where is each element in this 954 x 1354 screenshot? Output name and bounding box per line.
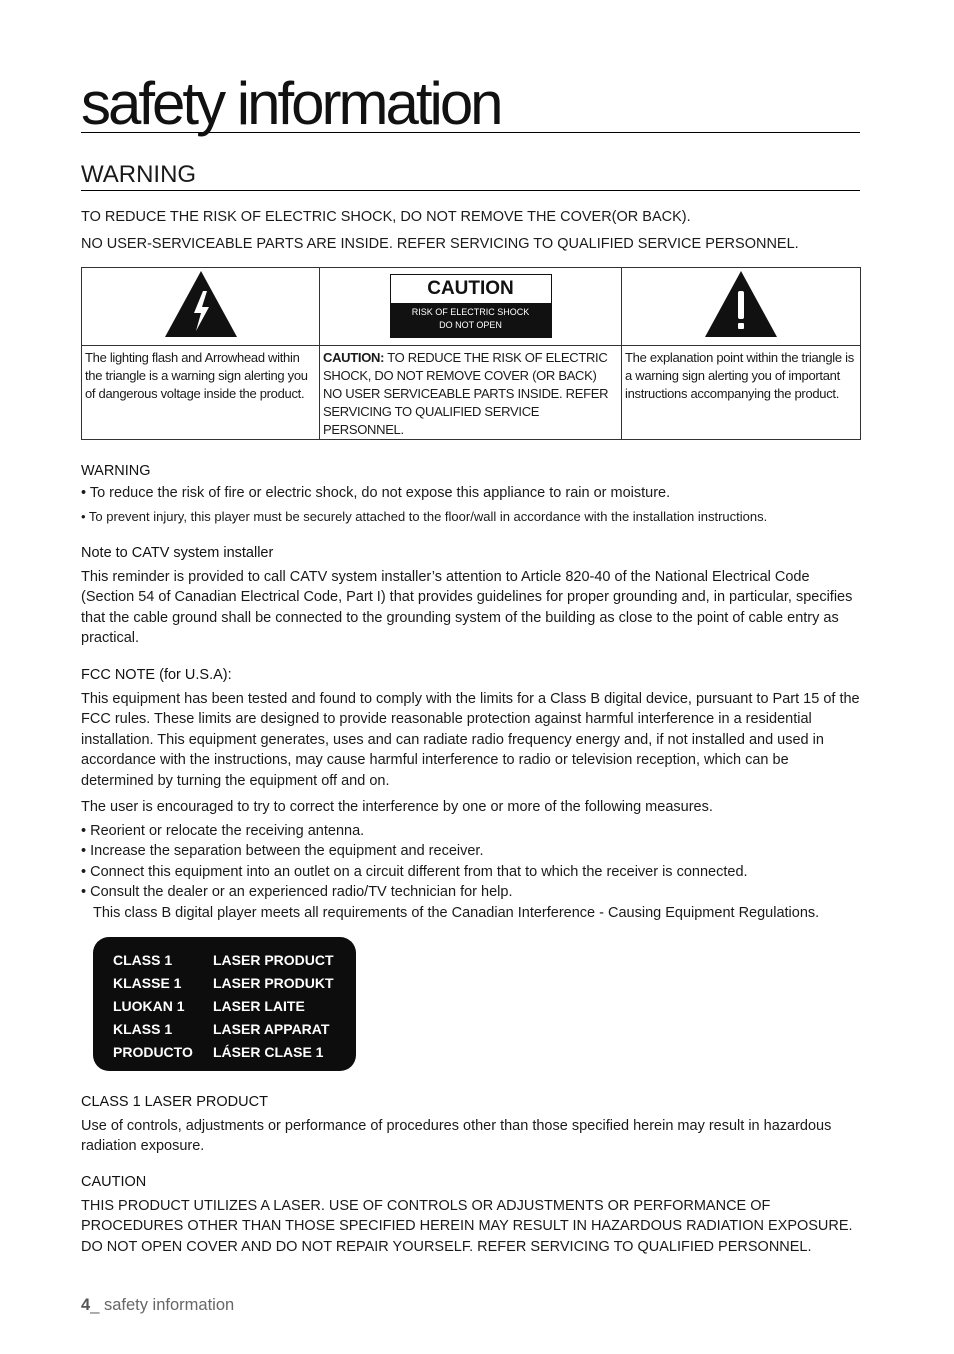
list-item: • To prevent injury, this player must be securely attached to the floor/wall in accordance with the installation instructions. xyxy=(81,508,768,524)
intro-line-1: TO REDUCE THE RISK OF ELECTRIC SHOCK, DO NOT REMOVE THE COVER(OR BACK). xyxy=(81,209,691,225)
catv-section xyxy=(81,543,860,649)
exclamation-description-text: The explanation point within the triangle is a warning sign alerting you of important instructions accompanying the product. xyxy=(625,350,854,401)
caution-heading: CAUTION xyxy=(81,1174,147,1190)
warning-section-heading: WARNING xyxy=(81,463,151,479)
laser-label-class: PRODUCTO xyxy=(113,1043,193,1060)
exclamation-triangle-icon xyxy=(703,269,779,339)
lightning-triangle-icon xyxy=(163,269,239,339)
catv-body: This reminder is provided to call CATV system installer’s attention to Article 820-40 of the National Electrical Code (Section 54 of Canadian Electrical Code, Part I) that provides guidelines for proper grounding and, in particular, specifies that the cable ground shall be connected to the grounding system of the building as close to the point of cable entry as practical. xyxy=(81,568,853,646)
laser-product-body: Use of controls, adjustments or performance of procedures other than those specified herein may result in hazardous radiation exposure. xyxy=(81,1117,832,1154)
lightning-description xyxy=(82,346,320,440)
laser-product-heading: CLASS 1 LASER PRODUCT xyxy=(81,1094,268,1110)
fcc-measures xyxy=(81,821,860,924)
list-item: • Consult the dealer or an experienced radio/TV technician for help. xyxy=(81,884,513,900)
laser-product-section xyxy=(81,1092,860,1157)
caution-label-body xyxy=(391,303,551,337)
caution-section xyxy=(81,1172,860,1257)
laser-label-product: LÁSER CLASE 1 xyxy=(213,1043,324,1060)
list-item: • To reduce the risk of fire or electric shock, do not expose this appliance to rain or moisture. xyxy=(81,484,671,501)
catv-heading: Note to CATV system installer xyxy=(81,545,274,561)
footer-label: _ safety information xyxy=(90,1296,235,1314)
warning-bullets xyxy=(81,482,860,528)
laser-product-label xyxy=(93,937,356,1071)
list-item: • Connect this equipment into an outlet on a circuit different from that to which the receiver is connected. xyxy=(81,863,748,880)
safety-symbols-table xyxy=(81,267,861,440)
caution-label-cell xyxy=(320,268,622,346)
caution-label-heading: CAUTION xyxy=(391,275,551,303)
caution-label-line-1: RISK OF ELECTRIC SHOCK xyxy=(411,306,530,317)
page-number: 4 xyxy=(81,1296,91,1314)
fcc-body: This equipment has been tested and found to comply with the limits for a Class B digital device, pursuant to Part 15 of the FCC rules. These limits are designed to provide reasonable protection against harmful interference in a residential installation. This equipment generates, uses and can radiate radio frequency energy and, if not installed and used in accordance with the instructions, may cause harmful interference to radio or television reception, which can be determined by turning the equipment off and on. xyxy=(81,690,860,789)
list-item: • Increase the separation between the equipment and receiver. xyxy=(81,843,484,859)
lightning-symbol-cell xyxy=(82,268,320,346)
laser-label-product: LASER APPARAT xyxy=(213,1020,330,1037)
page-footer xyxy=(81,1296,234,1315)
laser-label-product: LASER LAITE xyxy=(213,997,305,1014)
laser-label-class: KLASS 1 xyxy=(113,1020,173,1037)
warning-heading: WARNING xyxy=(81,160,860,191)
laser-label-class: CLASS 1 xyxy=(113,952,173,969)
laser-label-product: LASER PRODUCT xyxy=(213,952,334,969)
fcc-section xyxy=(81,665,860,923)
laser-label-table xyxy=(113,949,334,1063)
warning-section xyxy=(81,461,860,528)
intro-line-2: NO USER-SERVICEABLE PARTS ARE INSIDE. REFER SERVICING TO QUALIFIED SERVICE PERSONNEL. xyxy=(81,236,799,252)
laser-label-product: LASER PRODUKT xyxy=(213,975,334,992)
laser-label-class: KLASSE 1 xyxy=(113,975,182,992)
caution-prefix: CAUTION: xyxy=(323,350,385,365)
exclamation-symbol-cell xyxy=(622,268,861,346)
page-title: safety information xyxy=(81,74,860,133)
canada-statement: This class B digital player meets all requirements of the Canadian Interference - Causing Equipment Regulations. xyxy=(93,904,820,921)
lightning-description-text: The lighting flash and Arrowhead within the triangle is a warning sign alerting you of dangerous voltage inside the product. xyxy=(85,350,308,401)
caution-description-text: TO REDUCE THE RISK OF ELECTRIC SHOCK, DO NOT REMOVE COVER (OR BACK) NO USER SERVICEABLE PARTS INSIDE. REFER SERVICING TO QUALIFIED SERVICE PERSONNEL. xyxy=(323,350,609,437)
caution-label-line-2: DO NOT OPEN xyxy=(439,319,502,330)
fcc-encourage: The user is encouraged to try to correct the interference by one or more of the following measures. xyxy=(81,799,713,815)
caution-description xyxy=(320,346,622,440)
exclamation-description xyxy=(622,346,861,440)
warning-intro xyxy=(81,204,860,258)
fcc-heading: FCC NOTE (for U.S.A): xyxy=(81,667,232,683)
laser-label-class: LUOKAN 1 xyxy=(113,997,185,1014)
caution-label xyxy=(390,274,552,338)
caution-body: THIS PRODUCT UTILIZES A LASER. USE OF CONTROLS OR ADJUSTMENTS OR PERFORMANCE OF PROCEDURES OTHER THAN THOSE SPECIFIED HEREIN MAY RESULT IN HAZARDOUS RADIATION EXPOSURE. DO NOT OPEN COVER AND DO NOT REPAIR YOURSELF. REFER SERVICING TO QUALIFIED PERSONNEL. xyxy=(81,1197,853,1255)
list-item: • Reorient or relocate the receiving antenna. xyxy=(81,822,365,839)
